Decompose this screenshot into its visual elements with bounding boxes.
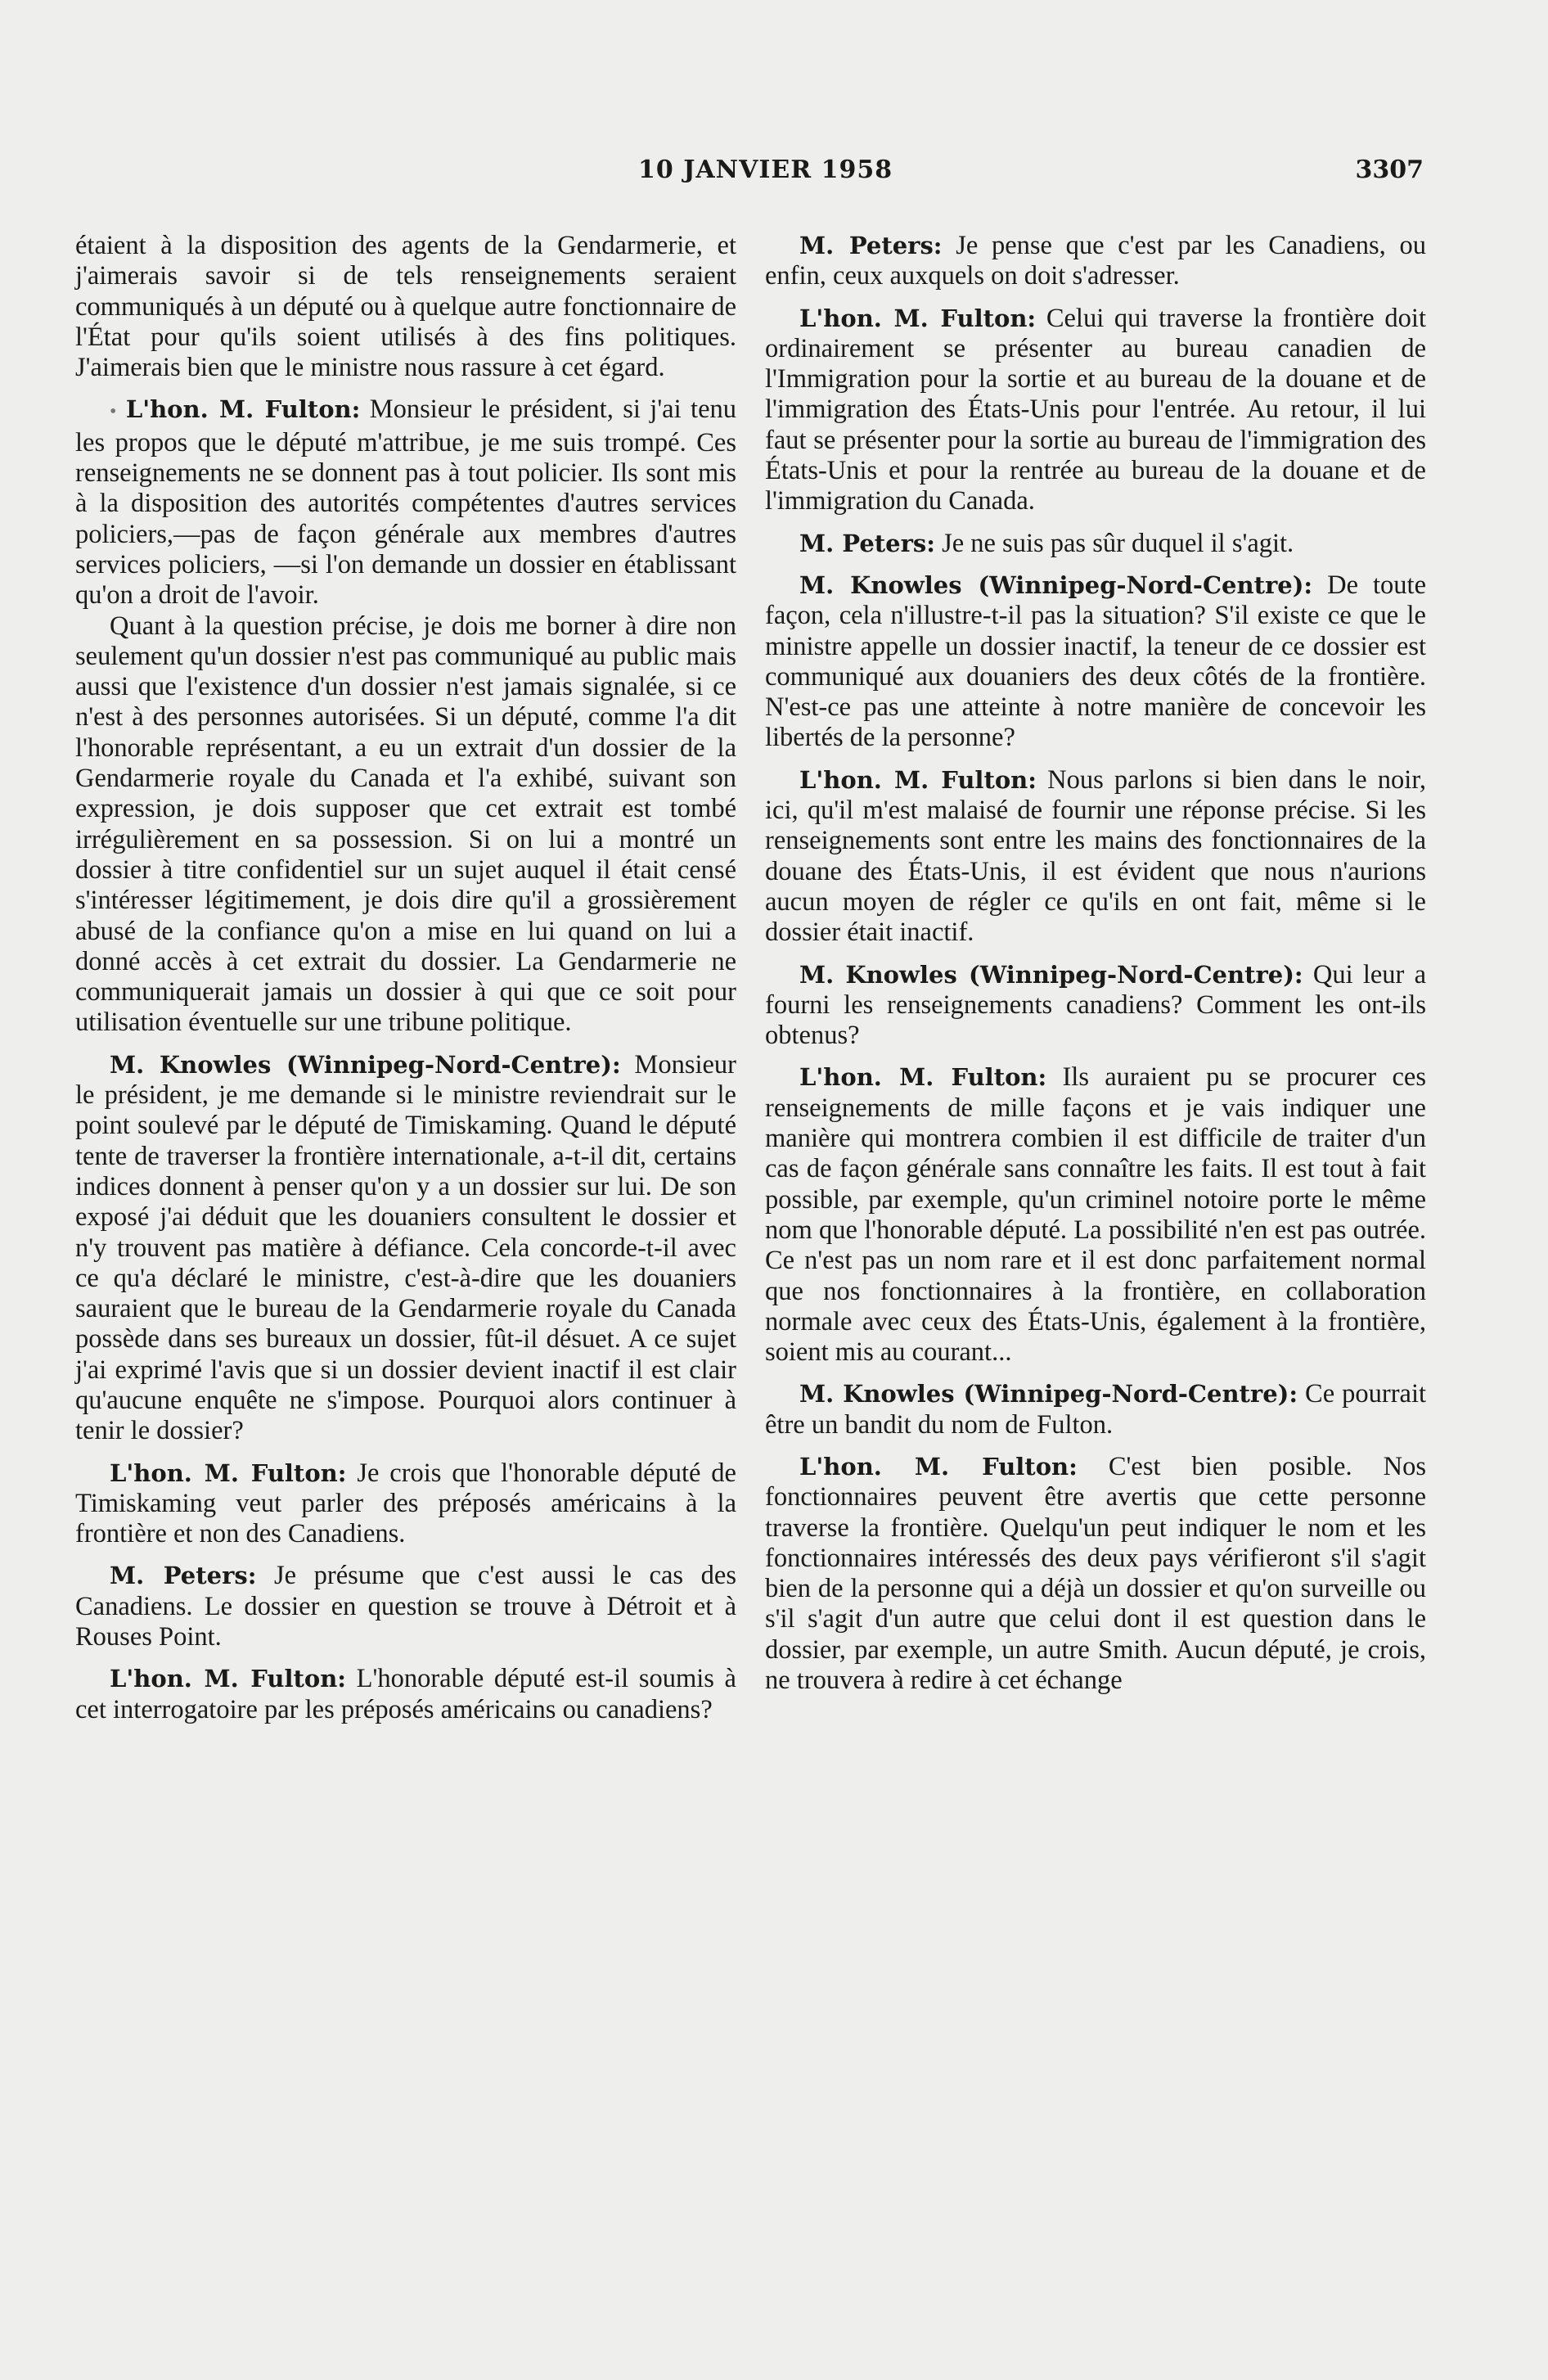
speech-text: Je pense que c'est par les Canadiens, ou enfin, ceux auxquels on doit s'adresser. <box>765 231 1426 291</box>
speaker-name: M. Peters: <box>110 1562 257 1590</box>
speaker-name: L'hon. M. Fulton: <box>799 1452 1078 1481</box>
speaker-name: M. Peters: <box>799 529 935 557</box>
speech-text: Monsieur le président, je me demande si le ministre reviendrait sur le point soulevé par le député de Timiskaming. Quand le député tente de traverser la frontière internationale, a-t-il dit, certains indices donnent à penser qu'on y a un dossier sur lui. De son exposé j'ai déduit que les douaniers consultent le dossier et n'y trouvent pas matière à défiance. Cela concorde-t-il avec ce qu'a déclaré le ministre, c'est-à-dire que les douaniers sauraient que le bureau de la Gendarmerie royale du Canada possède dans ses bureaux un dossier, fût-il désuet. A ce sujet j'ai exprimé l'avis que si un dossier devient inactif il est clair qu'aucune enquête ne s'impose. Pourquoi alors continuer à tenir le dossier? <box>75 1049 736 1446</box>
paragraph <box>765 570 1426 754</box>
paragraph <box>765 231 1426 292</box>
left-column <box>75 231 736 1725</box>
speaker-name: L'hon. M. Fulton: <box>799 304 1037 332</box>
paragraph <box>75 1458 736 1550</box>
paragraph: Quant à la question précise, je dois me borner à dire non seulement qu'un dossier n'est pas communiqué au public mais aussi que l'existence d'un dossier n'est jamais signalée, si ce n'est à des personnes autorisées. Si un député, comme l'a dit l'honorable représentant, a eu un extrait d'un dossier de la Gendarmerie royale du Canada et l'a exhibé, suivant son expression, je dois supposer que cet extrait est tombé irrégulièrement en sa possession. Si on lui a montré un dossier à titre confidentiel sur un sujet auquel il était censé s'intéresser légitimement, je dois dire qu'il a grossièrement abusé de la confiance qu'on a mise en lui quand on lui a donné accès à cet extrait du dossier. La Gendarmerie ne communiquerait jamais un dossier à qui que ce soit pour utilisation éventuelle sur une tribune politique. <box>75 611 736 1038</box>
right-column <box>765 231 1426 1696</box>
paragraph <box>75 1561 736 1652</box>
speech-text: Nous parlons si bien dans le noir, ici, qu'il m'est malaisé de fournir une réponse précise. Si les renseignements sont entre les mains des fonctionnaires de la douane des États-Unis, il est évident que nous n'aurions aucun moyen de régler ce qu'ils en ont fait, même si le dossier était inactif. <box>765 764 1426 948</box>
speech-text: Qui leur a fourni les renseignements canadiens? Comment les ont-ils obtenus? <box>765 959 1427 1051</box>
speaker-name: M. Knowles (Winnipeg-Nord-Centre): <box>799 570 1313 599</box>
speech-text: L'honorable député est-il soumis à cet interrogatoire par les préposés américains ou canadiens? <box>75 1664 736 1724</box>
speaker-name: L'hon. M. Fulton: <box>799 765 1037 794</box>
speaker-name: M. Peters: <box>799 232 943 259</box>
speaker-name: L'hon. M. Fulton: <box>799 1063 1047 1092</box>
speech-text: Monsieur le président, si j'ai tenu les propos que le député m'attribue, je me suis trompé. Ces renseignements ne se donnent pas à tout policier. Ils sont mis à la disposition des autorités compétentes d'autres services policiers,—pas de façon générale aux membres d'autres services policiers, —si l'on demande un dossier en établissant qu'on a droit de l'avoir. <box>75 394 736 611</box>
paragraph: étaient à la disposition des agents de la Gendarmerie, et j'aimerais savoir si de tels renseignements seraient communiqués à un député ou à quelque autre fonctionnaire de l'État pour qu'ils soient utilisés à des fins politiques. J'aimerais bien que le ministre nous rassure à cet égard. <box>75 231 736 383</box>
speaker-name: M. Knowles (Winnipeg-Nord-Centre): <box>110 1050 621 1079</box>
page-date: 10 JANVIER 1958 <box>638 156 893 184</box>
speech-text: Ils auraient pu se procurer ces renseignements de mille façons et je vais indiquer une manière qui montrera combien il est difficile de traiter d'un cas de façon générale sans connaître les faits. Il est tout à fait possible, par exemple, qu'un criminel notoire porte le même nom que l'honorable député. La possibilité n'en est pas outrée. Ce n'est pas un nom rare et il est donc parfaitement normal que nos fonctionnaires à la frontière, en collaboration normale avec ceux des États-Unis, également à la frontière, soient mis au courant... <box>765 1062 1426 1368</box>
paragraph <box>75 1664 736 1725</box>
speaker-name: L'hon. M. Fulton: <box>110 1458 347 1487</box>
paragraph <box>765 529 1426 559</box>
speech-text: C'est bien posible. Nos fonctionnaires peuvent être avertis que cette personne traverse la frontière. Quelqu'un peut indiquer le nom et les fonctionnaires intéressés des deux pays vérifieront s'il s'agit bien de la personne qui a déjà un dossier et qu'on surveille ou s'il s'agit d'un autre que celui dont il est question dans le dossier, par exemple, un autre Smith. Aucun député, je crois, ne trouvera à redire à cet échange <box>765 1451 1426 1696</box>
speech-text: Celui qui traverse la frontière doit ordinairement se présenter au bureau canadien de l'Immigration pour la sortie et au bureau de la douane et de l'immigration des États-Unis pour l'entrée. Au retour, il lui faut se présenter pour la sortie au bureau de l'immigration des États-Unis et pour la rentrée au bureau de la douane et de l'immigration du Canada. <box>765 303 1426 516</box>
speech-text: Je présume que c'est aussi le cas des Canadiens. Le dossier en question se trouve à Détroit et à Rouses Point. <box>75 1561 736 1652</box>
page-number: 3307 <box>1355 156 1424 184</box>
speaker-name: M. Knowles (Winnipeg-Nord-Centre): <box>799 1380 1298 1409</box>
paragraph <box>75 1050 736 1447</box>
speech-text: Je ne suis pas sûr duquel il s'agit. <box>934 528 1294 558</box>
paragraph <box>765 1452 1426 1696</box>
paragraph <box>765 1062 1426 1368</box>
paragraph <box>765 960 1426 1052</box>
paragraph <box>75 394 736 611</box>
paragraph <box>765 1379 1426 1440</box>
speech-text: De toute façon, cela n'illustre-t-il pas la situation? S'il existe ce que le ministre appelle un dossier inactif, la teneur de ce dossier est communiqué aux douaniers des deux côtés de la frontière. N'est-ce pas une atteinte à notre manière de concevoir les libertés de la personne? <box>765 570 1426 753</box>
speech-text: Je crois que l'honorable député de Timiskaming veut parler des préposés américains à la frontière et non des Canadiens. <box>75 1458 736 1549</box>
paragraph <box>765 765 1426 949</box>
margin-mark: • <box>110 401 117 423</box>
speaker-name: L'hon. M. Fulton: <box>125 395 361 424</box>
speaker-name: M. Knowles (Winnipeg-Nord-Centre): <box>799 960 1303 989</box>
page-header <box>74 156 1424 196</box>
paragraph <box>765 304 1426 517</box>
speech-text: Ce pourrait être un bandit du nom de Fulton. <box>765 1379 1426 1440</box>
speaker-name: L'hon. M. Fulton: <box>110 1665 346 1693</box>
